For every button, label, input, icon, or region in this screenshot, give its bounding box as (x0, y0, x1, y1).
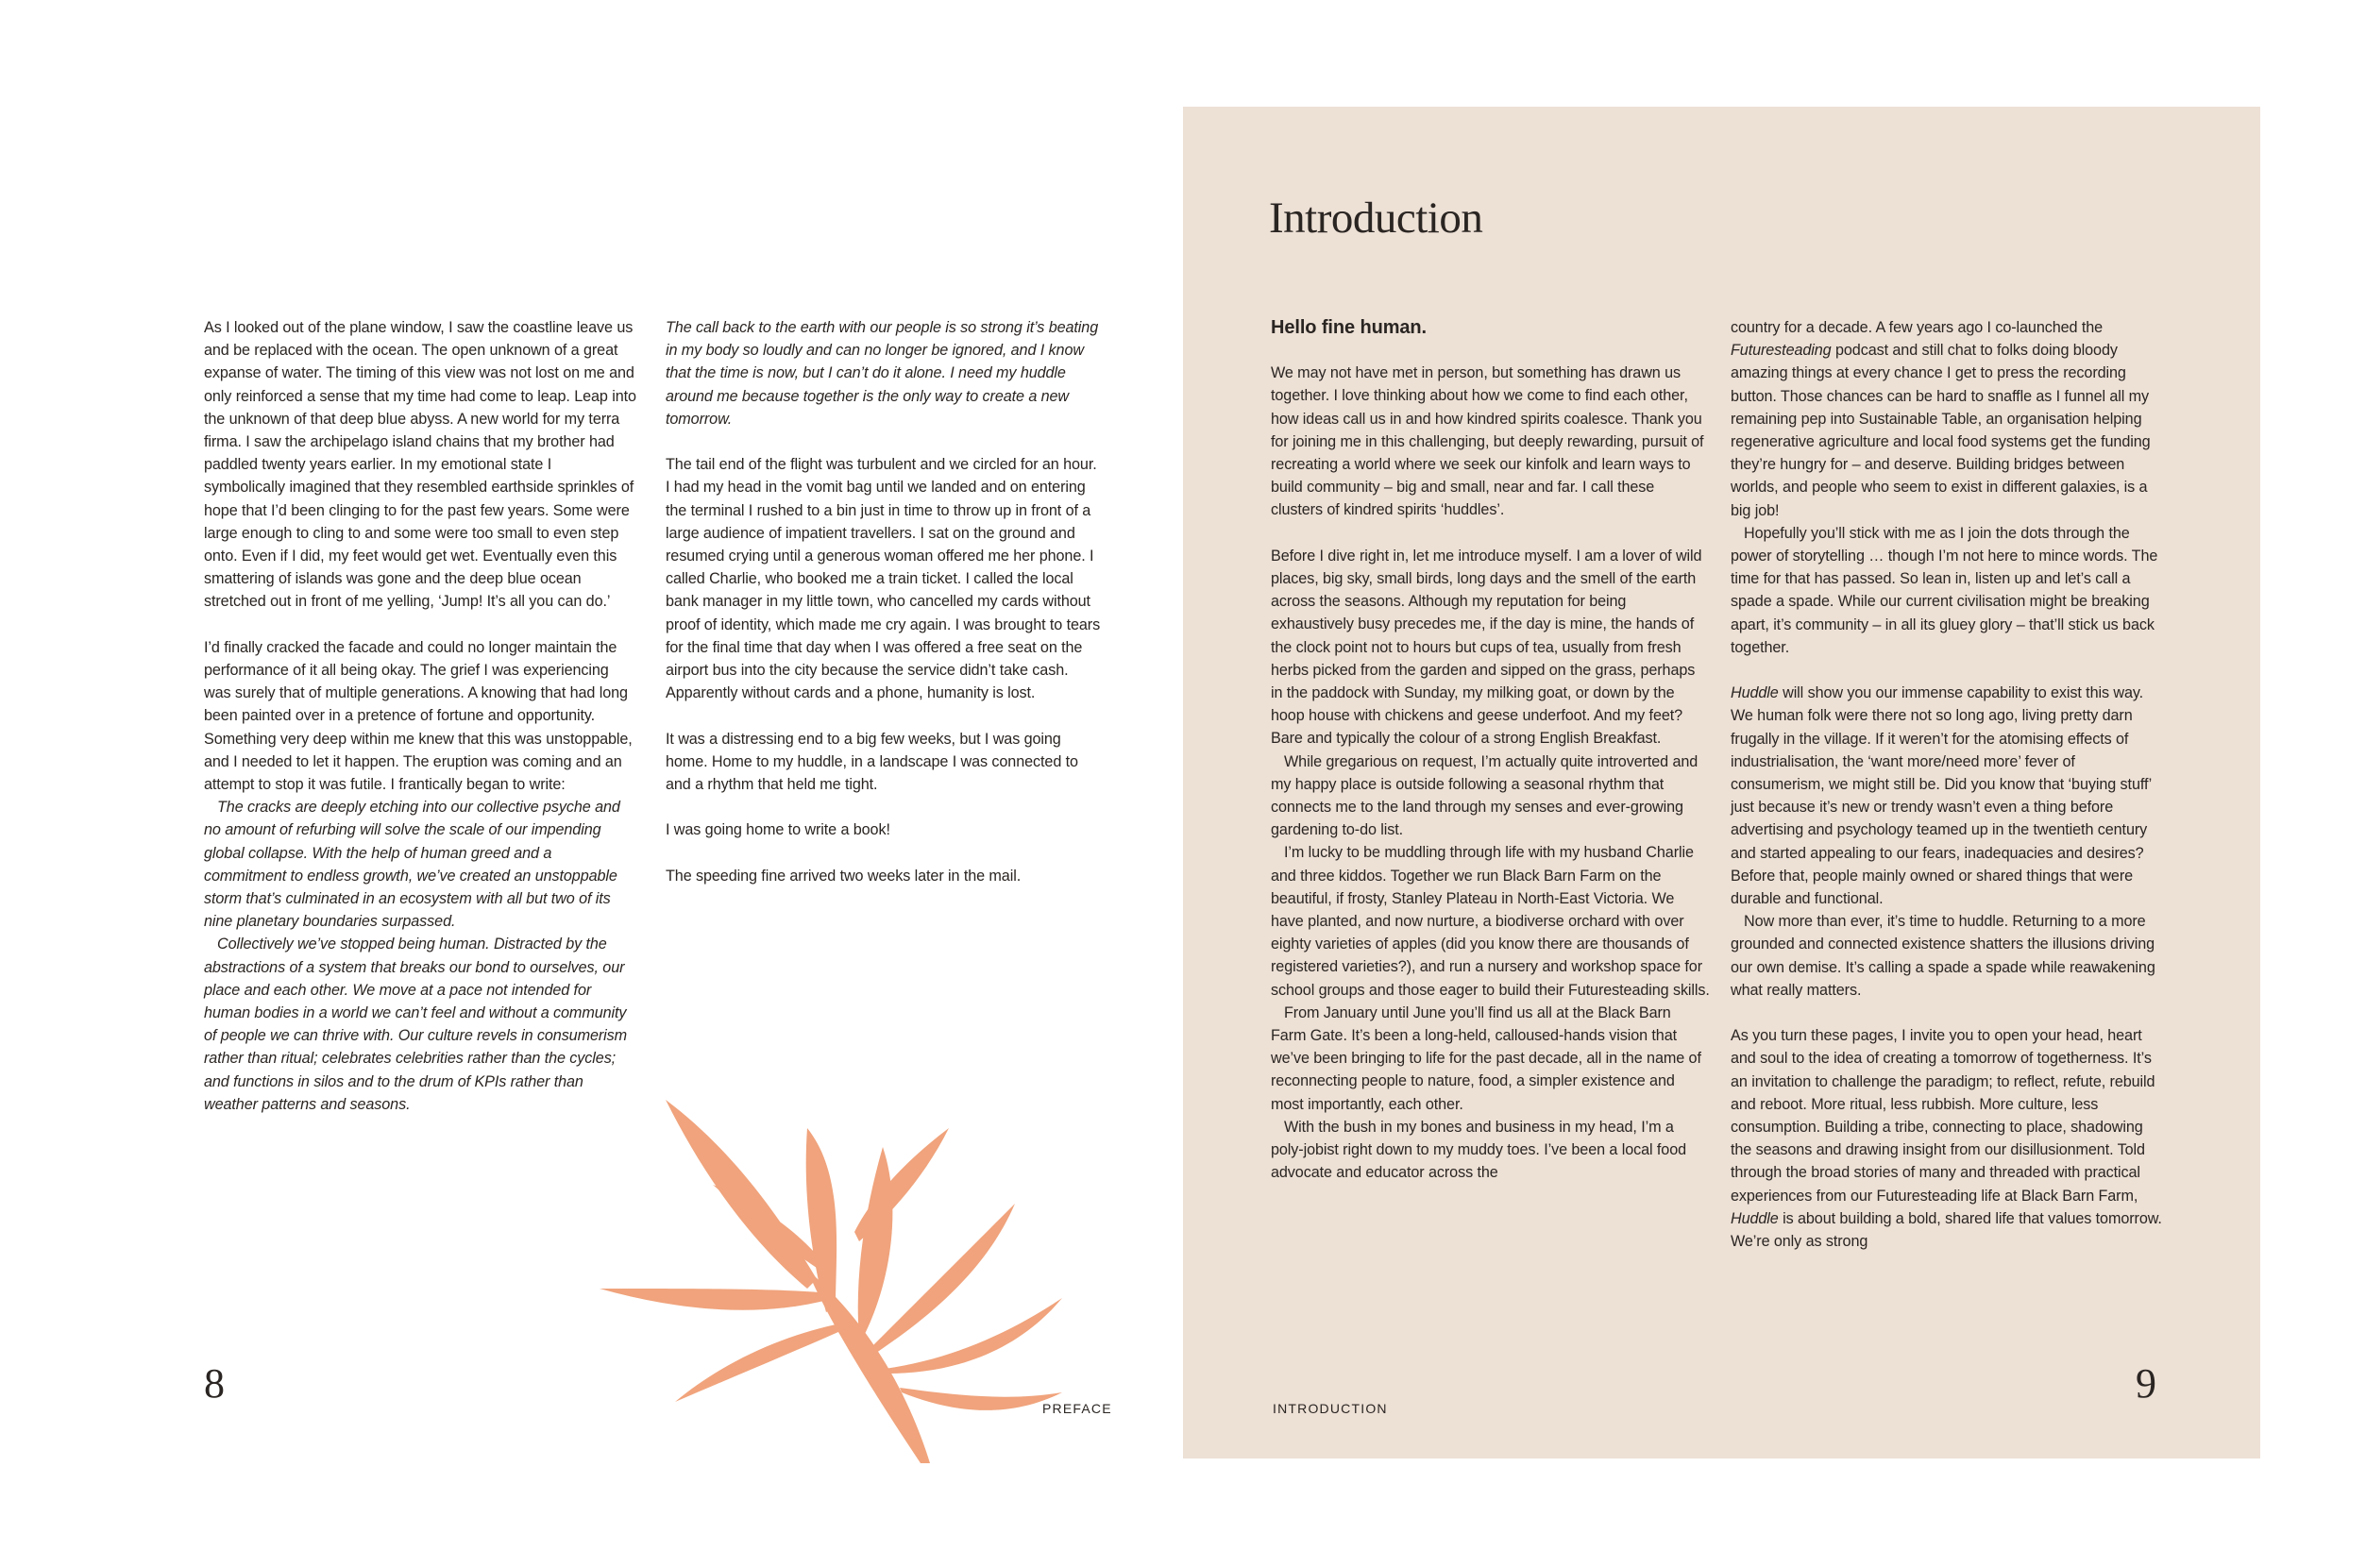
text-run: As you turn these pages, I invite you to open your head, heart and soul to the idea of creating a tomorrow of togetherness. It’s an invitation to challenge the paradigm; to reflect, refute, rebuild and reboot. More ritual, less rubbish. More culture, less consumption. Building a tribe, connecting to place, shadowing the seasons and drawing insight from our disillusionment. Told through the broad stories of many and threaded with practical experiences from our Futuresteading life at Black Barn Farm, (1731, 1027, 2155, 1205)
text-run: is about building a bold, shared life that values tomorrow. We’re only as strong (1731, 1209, 2162, 1251)
leaf-shape (713, 1185, 821, 1268)
paragraph: I’d finally cracked the facade and could no longer maintain the performance of it all being okay. The grief I was experiencing was surely that of multiple generations. A knowing that had long been painted over in a pretence of fortune and opportunity. Something very deep within me knew that this was unstoppable, and I needed to let it happen. The eruption was coming and an attempt to stop it was futile. I frantically began to write: (204, 638, 633, 794)
paragraph (1731, 316, 2167, 522)
paragraph: The tail end of the flight was turbulent and we circled for an hour. I had my head in the vomit bag until we landed and on entering the terminal I rushed to a bin just in time to throw up in front of a large audience of impatient travellers. I sat on the ground and resumed crying until a generous woman offered me her phone. I called Charlie, who booked me a train ticket. I called the local bank manager in my little town, who cancelled my cards without proof of identity, which made me cry again. I was brought to tears for the final time that day when I was offered a free seat on the airport bus into the city because the service didn’t take cash. Apparently without cards and a phone, humanity is lost. (666, 456, 1101, 702)
leaf-shape (675, 1322, 850, 1402)
book-title: Huddle (1731, 684, 1779, 702)
left-page-column-1 (204, 316, 636, 1116)
paragraph-italic: The cracks are deeply etching into our collective psyche and no amount of refurbing will solve the scale of our impending global collapse. With the help of human greed and a commitment to endless growth, we’ve created an unstoppable storm that’s culminated in an ecosystem with all but two of its nine planetary boundaries surpassed. (204, 799, 620, 931)
leaf-shape (900, 1388, 1062, 1410)
paragraph: We may not have met in person, but something has drawn us together. I love thinking about how we come to find each other, how ideas call us in and how kindred spirits coalesce. Thank you for joining me in this challenging, but deeply rewarding, pursuit of recreating a world where we seek our kinfolk and learn ways to build community – big and small, near and far. I call these clusters of kindred spirits ‘huddles’. (1271, 364, 1704, 519)
page-title: Introduction (1269, 194, 1483, 243)
text-run: country for a decade. A few years ago I co-launched the (1731, 319, 2104, 336)
paragraph: Before I dive right in, let me introduce myself. I am a lover of wild places, big sky, small birds, long days and the smell of the earth across the seasons. Although my reputation for being exhaustively busy precedes me, if the day is mine, the hands of the clock point not to hours but cups of tea, usually from fresh herbs picked from the garden and sipped on the grass, perhaps in the paddock with Sunday, my milking goat, or down by the hoop house with chickens and geese underfoot. And my feet? Bare and typically the colour of a strong English Breakfast. (1271, 547, 1702, 748)
paragraph: From January until June you’ll find us all at the Black Barn Farm Gate. It’s been a long-held, calloused-hands vision that we’ve been bringing to life for the past decade, all in the name of reconnecting people to nature, food, a simpler existence and most importantly, each other. (1271, 1003, 1701, 1113)
page-number-right: 9 (2136, 1360, 2156, 1407)
text-run: podcast and still chat to folks doing bloody amazing things at every chance I get to press the recording button. Those chances can be hard to snaffle as I funnel all my remaining pep into Sustainable Table, an organisation helping regenerative agriculture and local food systems get the funding they’re hungry for – and deserve. Building bridges between worlds, and people who seem to exist in different galaxies, is a big job! (1731, 342, 2151, 519)
left-page-column-2 (666, 316, 1102, 887)
page-number-left: 8 (204, 1360, 225, 1407)
leaf-shape (666, 1100, 817, 1289)
right-page-column-2 (1731, 316, 2167, 1253)
paragraph: With the bush in my bones and business in my head, I’m a poly-jobist right down to my muddy toes. I’ve been a local food advocate and educator across the (1271, 1118, 1686, 1182)
leaf-shape (854, 1128, 949, 1241)
paragraph (1731, 1024, 2167, 1253)
paragraph-italic: The call back to the earth with our people is so strong it’s beating in my body so loudly and can no longer be ignored, and I know that the time is now, but I can’t do it alone. I need my huddle around me because together is the only way to create a new tomorrow. (666, 319, 1099, 428)
paragraph: The speeding fine arrived two weeks later in the mail. (666, 867, 1022, 885)
paragraph: Now more than ever, it’s time to huddle. Returning to a more grounded and connected existence shatters the illusions driving our own demise. It’s calling a spade a spade while reawakening what really matters. (1731, 913, 2155, 999)
paragraph (1731, 682, 2167, 910)
running-head-right: INTRODUCTION (1273, 1401, 1388, 1416)
text-run: will show you our immense capability to exist this way. We human folk were there not so long ago, living pretty darn frugally in the village. If it weren’t for the atomising effects of industrialisation, the ‘want more/need more’ fever of consumerism, we might still be. Did you know that ‘buying stuff’ just because it’s new or trendy wasn’t even a thing before advertising and psychology teamed up in the twentieth century and started appealing to our fears, inadequacies and desires? Before that, people mainly owned or shared things that were durable and functional. (1731, 684, 2152, 908)
right-page-column-1 (1271, 316, 1710, 1185)
paragraph: I’m lucky to be muddling through life with my husband Charlie and three kiddos. Together we run Black Barn Farm on the beautiful, if frosty, Stanley Plateau in North-East Victoria. We have planted, and now nurture, a biodiverse orchard with over eighty varieties of apples (did you know there are thousands of registered varieties?), and run a nursery and workshop space for school groups and those eager to build their Futuresteading skills. (1271, 844, 1710, 999)
book-title: Huddle (1731, 1209, 1779, 1227)
paragraph: As I looked out of the plane window, I saw the coastline leave us and be replaced with the ocean. The open unknown of a great expanse of water. The timing of this view was not lost on me and only reinforced a sense that my time had come to leap. Leap into the unknown of that deep blue abyss. A new world for my terra firma. I saw the archipelago island chains that my brother had paddled twenty years earlier. In my emotional state I symbolically imagined that they resembled earthside sprinkles of hope that I’d been clinging to for the past few years. Some were large enough to cling to and some were too small to even step onto. Even if I did, my feet would get wet. Eventually even this smattering of islands was gone and the deep blue ocean stretched out in front of me yelling, ‘Jump! It’s all you can do.’ (204, 319, 636, 611)
podcast-title: Futuresteading (1731, 342, 1832, 360)
running-head-left: PREFACE (1042, 1401, 1112, 1416)
paragraph: I was going home to write a book! (666, 821, 890, 839)
leaf-shape (858, 1147, 893, 1338)
section-heading: Hello fine human. (1271, 317, 1427, 338)
paragraph: It was a distressing end to a big few weeks, but I was going home. Home to my huddle, in a landscape I was connected to and a rhythm that held me tight. (666, 730, 1078, 794)
paragraph: Hopefully you’ll stick with me as I join the dots through the power of storytelling … though I’m not here to mince words. The time for that has passed. So lean in, listen up and let’s call a spade a spade. While our current civilisation might be breaking apart, it’s community – in all its gluey glory – that’ll stick us back together. (1731, 524, 2158, 656)
leaf-shape (600, 1289, 831, 1310)
paragraph-italic: Collectively we’ve stopped being human. Distracted by the abstractions of a system that breaks our bond to ourselves, our place and each other. We move at a pace not intended for human bodies in a world we can’t feel and without a community of people we can thrive with. Our culture revels in consumerism rather than ritual; celebrates celebrities rather than the cycles; and functions in silos and to the drum of KPIs rather than weather patterns and seasons. (204, 936, 628, 1113)
paragraph: While gregarious on request, I’m actually quite introverted and my happy place is outside following a seasonal rhythm that connects me to the land through my senses and ever-growing gardening to-do list. (1271, 752, 1698, 839)
